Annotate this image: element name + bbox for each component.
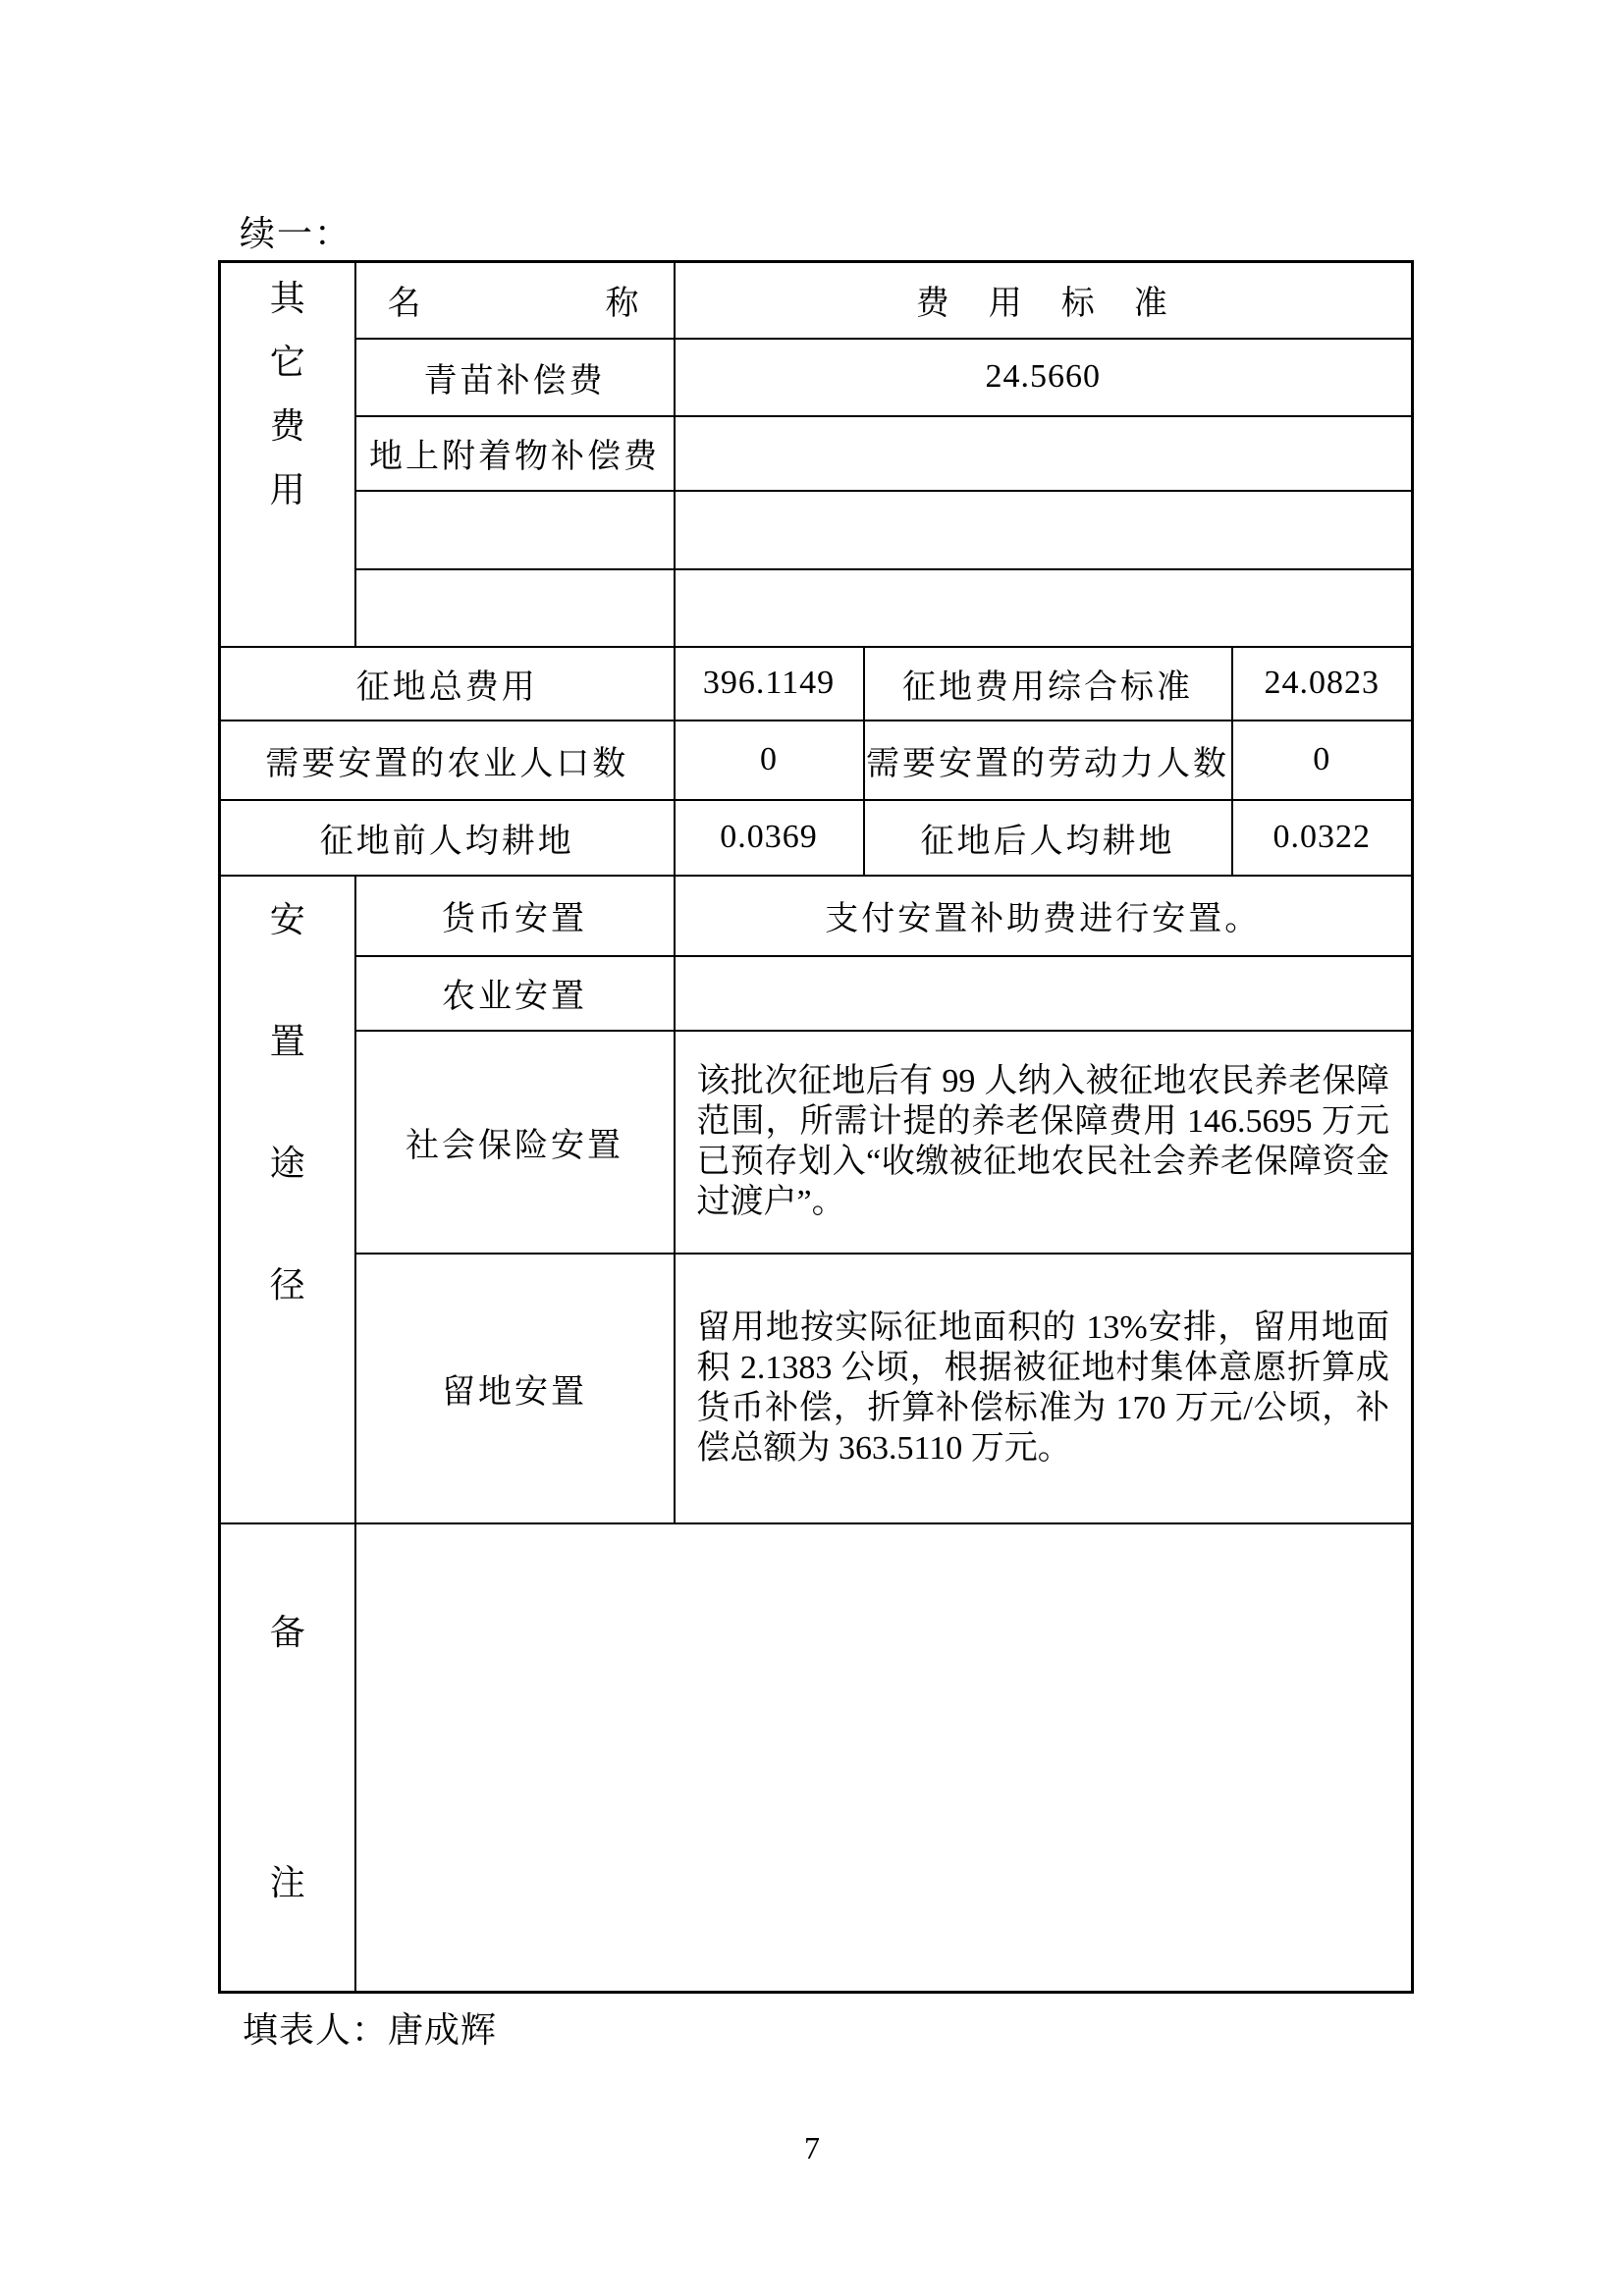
table-row	[220, 416, 1413, 491]
total-cost-label-cell: 征地总费用	[220, 647, 675, 721]
table-row	[220, 1254, 1413, 1523]
young-crop-fee-name-cell: 青苗补偿费	[355, 339, 675, 416]
table-row	[220, 1523, 1413, 1993]
vertical-char: 置	[269, 1022, 305, 1061]
ground-attachment-fee-value-cell	[675, 416, 1413, 491]
table-row	[220, 647, 1413, 721]
remark-vertical-label	[221, 1526, 354, 1988]
reserved-land-resettlement-content-cell	[675, 1254, 1413, 1523]
farmland-after-label-cell: 征地后人均耕地	[864, 800, 1232, 876]
table-row	[220, 1031, 1413, 1254]
table-row	[220, 956, 1413, 1031]
farmland-after-value-cell: 0.0322	[1232, 800, 1413, 876]
vertical-char: 其	[269, 279, 305, 319]
empty-fee-value-cell	[675, 491, 1413, 569]
other-fees-section-header-cell	[220, 262, 355, 647]
total-cost-value-cell: 396.1149	[675, 647, 864, 721]
young-crop-fee-value-cell: 24.5660	[675, 339, 1413, 416]
social-insurance-resettlement-content-cell	[675, 1031, 1413, 1254]
ground-attachment-fee-name-cell: 地上附着物补偿费	[355, 416, 675, 491]
land-acquisition-fee-table	[218, 260, 1414, 1994]
monetary-resettlement-label-cell: 货币安置	[355, 876, 675, 956]
table-row	[220, 721, 1413, 800]
social-insurance-resettlement-label-cell: 社会保险安置	[355, 1031, 675, 1254]
vertical-char: 备	[269, 1612, 305, 1652]
farmland-before-label-cell: 征地前人均耕地	[220, 800, 675, 876]
continuation-label: 续一：	[240, 214, 352, 253]
page-number: 7	[804, 2130, 820, 2165]
vertical-char: 注	[269, 1862, 305, 1902]
vertical-char: 它	[269, 343, 305, 383]
fee-standard-header-cell: 费 用 标 准	[675, 262, 1413, 339]
table-row	[220, 800, 1413, 876]
table-row	[220, 491, 1413, 569]
table-row	[220, 262, 1413, 339]
social-insurance-paragraph: 该批次征地后有 99 人纳入被征地农民养老保障范围，所需计提的养老保障费用 146.5695 万元已预存划入“收缴被征地农民社会养老保障资金过渡户”。	[696, 1063, 1390, 1220]
vertical-char: 途	[269, 1144, 305, 1183]
table-row	[220, 876, 1413, 956]
vertical-char: 径	[269, 1265, 305, 1305]
empty-fee-value-cell	[675, 569, 1413, 647]
monetary-resettlement-content-cell: 支付安置补助费进行安置。	[675, 876, 1413, 956]
comprehensive-standard-label-cell: 征地费用综合标准	[864, 647, 1232, 721]
comprehensive-standard-value-cell: 24.0823	[1232, 647, 1413, 721]
form-filler-line: 填表人：唐成辉	[243, 2010, 498, 2050]
labor-count-value-cell: 0	[1232, 721, 1413, 800]
other-fees-vertical-label	[221, 265, 354, 643]
agri-population-label-cell: 需要安置的农业人口数	[220, 721, 675, 800]
vertical-char: 安	[269, 900, 305, 939]
resettlement-section-header-cell	[220, 876, 355, 1523]
agricultural-resettlement-content-cell	[675, 956, 1413, 1031]
empty-fee-name-cell	[355, 569, 675, 647]
reserved-land-resettlement-label-cell: 留地安置	[355, 1254, 675, 1523]
vertical-char: 费	[269, 406, 305, 447]
labor-count-label-cell: 需要安置的劳动力人数	[864, 721, 1232, 800]
remark-section-header-cell	[220, 1523, 355, 1993]
fee-name-header-cell: 名 称	[355, 262, 675, 339]
table-row	[220, 569, 1413, 647]
empty-fee-name-cell	[355, 491, 675, 569]
resettlement-vertical-label	[221, 878, 354, 1521]
farmland-before-value-cell: 0.0369	[675, 800, 864, 876]
vertical-char: 用	[269, 470, 305, 510]
agricultural-resettlement-label-cell: 农业安置	[355, 956, 675, 1031]
agri-population-value-cell: 0	[675, 721, 864, 800]
remark-content-cell	[355, 1523, 1413, 1993]
reserved-land-paragraph: 留用地按实际征地面积的 13%安排，留用地面积 2.1383 公顷，根据被征地村集体意愿折算成货币补偿，折算补偿标准为 170 万元/公顷，补偿总额为 363.5110 万元。	[696, 1309, 1390, 1467]
table-row	[220, 339, 1413, 416]
